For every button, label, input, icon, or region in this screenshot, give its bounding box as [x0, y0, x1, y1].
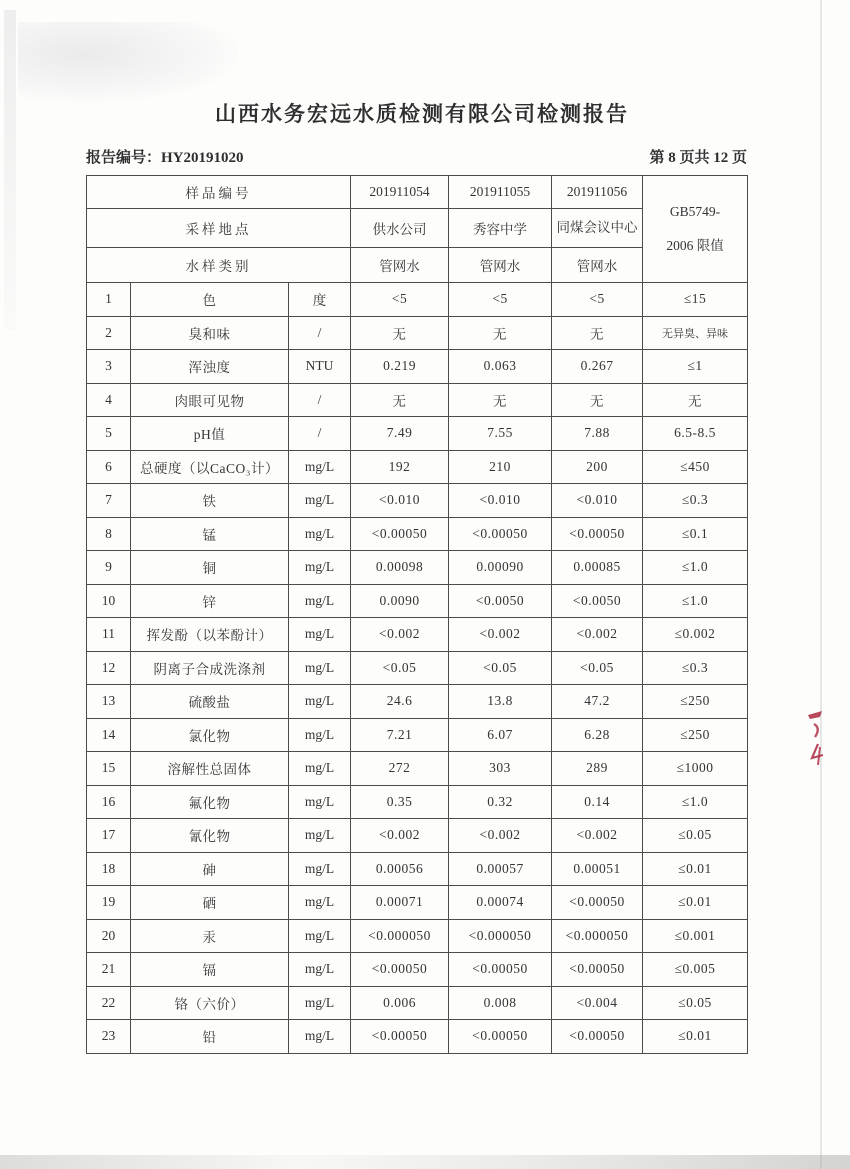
parameter-name: 锌 [131, 584, 289, 618]
limit-value: ≤0.05 [643, 819, 748, 853]
table-row [87, 685, 748, 719]
sample2-value: <5 [449, 283, 552, 317]
table-row [87, 986, 748, 1020]
sample3-id: 201911056 [552, 176, 643, 209]
location-label: 采样地点 [87, 209, 351, 248]
sample3-value: 无 [552, 316, 643, 350]
parameter-unit: NTU [289, 350, 351, 384]
sample2-value: <0.00050 [449, 953, 552, 987]
limit-value: 6.5-8.5 [643, 417, 748, 451]
limit-value: ≤1.0 [643, 551, 748, 585]
sample2-value: <0.002 [449, 618, 552, 652]
row-index: 1 [87, 283, 131, 317]
limit-value: ≤0.01 [643, 1020, 748, 1054]
parameter-name: 挥发酚（以苯酚计） [131, 618, 289, 652]
table-row [87, 1020, 748, 1054]
sample3-value: <5 [552, 283, 643, 317]
sample2-type: 管网水 [449, 248, 552, 283]
sample2-value: <0.00050 [449, 517, 552, 551]
row-index: 6 [87, 450, 131, 484]
parameter-name: 铬（六价） [131, 986, 289, 1020]
sample3-value: <0.002 [552, 618, 643, 652]
sample3-value: <0.00050 [552, 886, 643, 920]
row-index: 22 [87, 986, 131, 1020]
row-index: 23 [87, 1020, 131, 1054]
sample2-location: 秀容中学 [449, 209, 552, 248]
sample1-id: 201911054 [351, 176, 449, 209]
sample3-value: 289 [552, 752, 643, 786]
sample3-type: 管网水 [552, 248, 643, 283]
sample1-value: 0.00071 [351, 886, 449, 920]
sample3-value: 0.14 [552, 785, 643, 819]
sample3-value: <0.05 [552, 651, 643, 685]
parameter-unit: mg/L [289, 1020, 351, 1054]
parameter-unit: mg/L [289, 718, 351, 752]
table-row [87, 350, 748, 384]
sample1-value: 24.6 [351, 685, 449, 719]
parameter-unit: mg/L [289, 953, 351, 987]
row-index: 17 [87, 819, 131, 853]
sample1-value: 0.35 [351, 785, 449, 819]
table-row [87, 383, 748, 417]
sample3-value: <0.002 [552, 819, 643, 853]
sample2-value: 303 [449, 752, 552, 786]
sample3-value: <0.00050 [552, 1020, 643, 1054]
row-index: 12 [87, 651, 131, 685]
parameter-unit: mg/L [289, 551, 351, 585]
sample1-value: <0.000050 [351, 919, 449, 953]
sample2-value: <0.010 [449, 484, 552, 518]
sample1-value: <0.010 [351, 484, 449, 518]
sample1-value: <0.00050 [351, 517, 449, 551]
parameter-unit: mg/L [289, 886, 351, 920]
row-index: 18 [87, 852, 131, 886]
parameter-name: 铁 [131, 484, 289, 518]
parameter-name: 氯化物 [131, 718, 289, 752]
limit-value: ≤1.0 [643, 785, 748, 819]
scan-band-bottom [0, 1155, 850, 1169]
header-row-sample-id [87, 176, 748, 209]
parameter-name: 镉 [131, 953, 289, 987]
report-number [86, 146, 244, 167]
parameter-name: 硫酸盐 [131, 685, 289, 719]
limit-value: 无异臭、异味 [643, 316, 748, 350]
parameter-name: 氟化物 [131, 785, 289, 819]
sample2-value: 无 [449, 383, 552, 417]
limit-value: ≤1.0 [643, 584, 748, 618]
row-index: 14 [87, 718, 131, 752]
sample3-value: 7.88 [552, 417, 643, 451]
limit-value: ≤0.01 [643, 852, 748, 886]
parameter-name: pH值 [131, 417, 289, 451]
sample2-value: 210 [449, 450, 552, 484]
sample1-value: 0.00056 [351, 852, 449, 886]
table-row [87, 785, 748, 819]
water-type-label: 水样类别 [87, 248, 351, 283]
limit-value: ≤15 [643, 283, 748, 317]
page-indicator: 第 8 页共 12 页 [649, 150, 747, 166]
results-table [86, 175, 748, 1054]
red-ink-mark [802, 708, 832, 775]
parameter-name: 砷 [131, 852, 289, 886]
limit-value: ≤0.3 [643, 484, 748, 518]
row-index: 15 [87, 752, 131, 786]
parameter-name: 氰化物 [131, 819, 289, 853]
parameter-unit: / [289, 417, 351, 451]
parameter-unit: mg/L [289, 752, 351, 786]
parameter-unit: mg/L [289, 517, 351, 551]
sample1-location: 供水公司 [351, 209, 449, 248]
parameter-name: 铜 [131, 551, 289, 585]
limit-value: ≤0.005 [643, 953, 748, 987]
sample1-value: 7.49 [351, 417, 449, 451]
parameter-name: 总硬度（以CaCO₃计） [131, 450, 289, 484]
limit-value: ≤0.01 [643, 886, 748, 920]
report-meta-row [86, 146, 747, 167]
table-row [87, 953, 748, 987]
limit-column-header [643, 176, 748, 283]
parameter-name: 溶解性总固体 [131, 752, 289, 786]
sample-id-label: 样品编号 [87, 176, 351, 209]
limit-value: ≤250 [643, 718, 748, 752]
sample1-value: <0.05 [351, 651, 449, 685]
sample3-value: 0.00051 [552, 852, 643, 886]
parameter-unit: mg/L [289, 986, 351, 1020]
parameter-unit: mg/L [289, 484, 351, 518]
sample2-value: <0.0050 [449, 584, 552, 618]
sample2-value: <0.002 [449, 819, 552, 853]
sample1-value: <0.002 [351, 618, 449, 652]
results-table-body [87, 176, 748, 1054]
page-title: 山西水务宏远水质检测有限公司检测报告 [215, 102, 629, 126]
parameter-unit: mg/L [289, 584, 351, 618]
table-row [87, 718, 748, 752]
parameter-unit: mg/L [289, 618, 351, 652]
row-index: 4 [87, 383, 131, 417]
table-row [87, 886, 748, 920]
row-index: 9 [87, 551, 131, 585]
sample1-value: 0.006 [351, 986, 449, 1020]
sample1-value: 0.219 [351, 350, 449, 384]
limit-value: ≤450 [643, 450, 748, 484]
parameter-name: 浑浊度 [131, 350, 289, 384]
parameter-name: 色 [131, 283, 289, 317]
report-number-label: 报告编号： [86, 150, 162, 166]
sample2-value: 0.00090 [449, 551, 552, 585]
limit-header-line1: GB5749- [669, 203, 721, 219]
parameter-unit: mg/L [289, 919, 351, 953]
parameter-name: 肉眼可见物 [131, 383, 289, 417]
sample2-value: 0.00057 [449, 852, 552, 886]
parameter-name: 阴离子合成洗涤剂 [131, 651, 289, 685]
row-index: 2 [87, 316, 131, 350]
row-index: 11 [87, 618, 131, 652]
scan-edge-left [4, 10, 16, 330]
parameter-unit: mg/L [289, 450, 351, 484]
sample2-value: 13.8 [449, 685, 552, 719]
sample2-value: <0.05 [449, 651, 552, 685]
limit-value: ≤250 [643, 685, 748, 719]
table-row [87, 316, 748, 350]
limit-value: ≤0.1 [643, 517, 748, 551]
sample1-value: <0.00050 [351, 1020, 449, 1054]
table-row [87, 618, 748, 652]
sample1-type: 管网水 [351, 248, 449, 283]
limit-value: ≤0.002 [643, 618, 748, 652]
row-index: 16 [87, 785, 131, 819]
sample2-value: 0.00074 [449, 886, 552, 920]
table-row [87, 484, 748, 518]
report-number-value: HY20191020 [161, 150, 244, 166]
table-row [87, 283, 748, 317]
parameter-unit: / [289, 383, 351, 417]
sample3-value: 无 [552, 383, 643, 417]
limit-value: 无 [643, 383, 748, 417]
parameter-name: 汞 [131, 919, 289, 953]
row-index: 8 [87, 517, 131, 551]
sample1-value: <0.002 [351, 819, 449, 853]
sample3-value: <0.00050 [552, 953, 643, 987]
sample3-value: 200 [552, 450, 643, 484]
sample2-value: 0.32 [449, 785, 552, 819]
sample1-value: 无 [351, 316, 449, 350]
table-row [87, 417, 748, 451]
sample2-value: <0.000050 [449, 919, 552, 953]
limit-value: ≤0.05 [643, 986, 748, 1020]
sample2-id: 201911055 [449, 176, 552, 209]
row-index: 20 [87, 919, 131, 953]
row-index: 19 [87, 886, 131, 920]
sample3-value: <0.004 [552, 986, 643, 1020]
sample3-value: 6.28 [552, 718, 643, 752]
limit-value: ≤1 [643, 350, 748, 384]
table-row [87, 819, 748, 853]
parameter-unit: / [289, 316, 351, 350]
parameter-name: 锰 [131, 517, 289, 551]
parameter-name: 臭和味 [131, 316, 289, 350]
scan-edge-right-line [820, 0, 822, 1169]
sample2-value: 0.063 [449, 350, 552, 384]
sample2-value: 无 [449, 316, 552, 350]
table-row [87, 919, 748, 953]
row-index: 5 [87, 417, 131, 451]
sample2-value: <0.00050 [449, 1020, 552, 1054]
parameter-name: 硒 [131, 886, 289, 920]
table-row [87, 584, 748, 618]
sample1-value: <0.00050 [351, 953, 449, 987]
limit-value: ≤0.001 [643, 919, 748, 953]
table-row [87, 651, 748, 685]
sample1-value: 0.00098 [351, 551, 449, 585]
sample1-value: 7.21 [351, 718, 449, 752]
sample3-value: 47.2 [552, 685, 643, 719]
table-row [87, 517, 748, 551]
table-row [87, 752, 748, 786]
sample3-value: 0.00085 [552, 551, 643, 585]
sample3-location: 同煤会议中心 [552, 209, 643, 248]
sample2-value: 0.008 [449, 986, 552, 1020]
sample3-value: <0.00050 [552, 517, 643, 551]
row-index: 7 [87, 484, 131, 518]
row-index: 21 [87, 953, 131, 987]
sample1-value: 无 [351, 383, 449, 417]
row-index: 13 [87, 685, 131, 719]
table-row [87, 450, 748, 484]
scan-blotch-topleft [18, 22, 238, 102]
sample1-value: <5 [351, 283, 449, 317]
row-index: 10 [87, 584, 131, 618]
limit-header-line2: 2006 限值 [666, 238, 724, 253]
sample3-value: <0.000050 [552, 919, 643, 953]
table-row [87, 551, 748, 585]
sample1-value: 0.0090 [351, 584, 449, 618]
parameter-unit: mg/L [289, 651, 351, 685]
parameter-name: 铅 [131, 1020, 289, 1054]
sample1-value: 272 [351, 752, 449, 786]
parameter-unit: 度 [289, 283, 351, 317]
table-row [87, 852, 748, 886]
row-index: 3 [87, 350, 131, 384]
sample3-value: <0.010 [552, 484, 643, 518]
sample3-value: 0.267 [552, 350, 643, 384]
parameter-unit: mg/L [289, 819, 351, 853]
parameter-unit: mg/L [289, 852, 351, 886]
parameter-unit: mg/L [289, 685, 351, 719]
sample3-value: <0.0050 [552, 584, 643, 618]
limit-value: ≤1000 [643, 752, 748, 786]
sample2-value: 7.55 [449, 417, 552, 451]
limit-value: ≤0.3 [643, 651, 748, 685]
sample2-value: 6.07 [449, 718, 552, 752]
sample1-value: 192 [351, 450, 449, 484]
parameter-unit: mg/L [289, 785, 351, 819]
